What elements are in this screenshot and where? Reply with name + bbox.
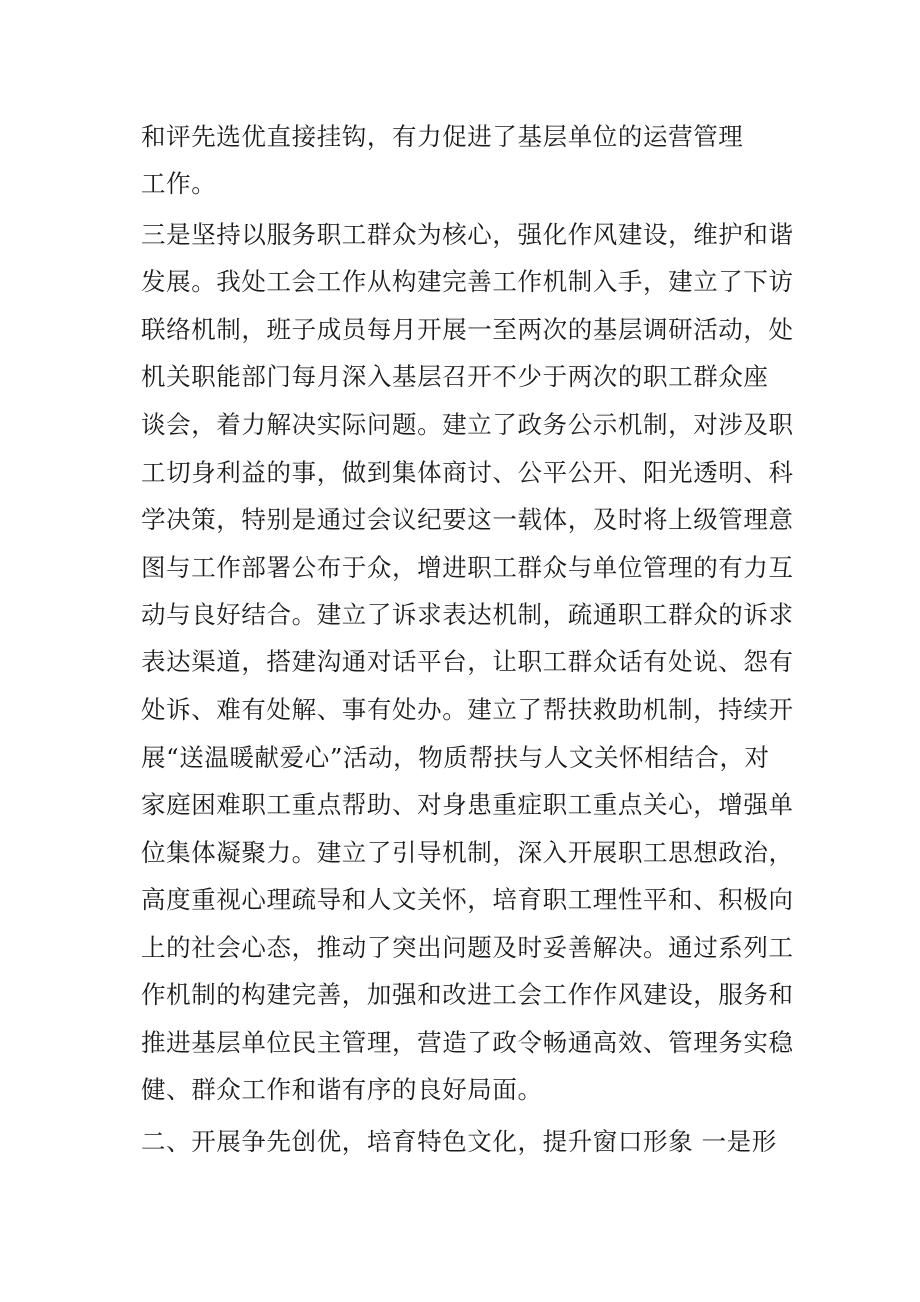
text-line-2: 工作。: [141, 169, 217, 198]
text-line-7: 谈会，着力解决实际问题。建立了政务公示机制，对涉及职: [141, 410, 794, 439]
text-line-12: 表达渠道，搭建沟通对话平台，让职工群众话有处说、怨有: [141, 647, 794, 676]
text-line-6: 机关职能部门每月深入基层召开不少于两次的职工群众座: [141, 362, 769, 391]
text-line-19: 作机制的构建完善，加强和改进工会工作作风建设，服务和: [141, 980, 794, 1009]
text-line-14: 展“送温暖献爱心”活动，物质帮扶与人文关怀相结合，对: [141, 743, 770, 772]
text-line-18: 上的社会心态，推动了突出问题及时妥善解决。通过系列工: [141, 933, 794, 962]
text-line-17: 高度重视心理疏导和人文关怀，培育职工理性平和、积极向: [141, 885, 794, 914]
text-line-22: 二、开展争先创优，培育特色文化，提升窗口形象 一是形: [141, 1127, 777, 1156]
text-line-9: 学决策，特别是通过会议纪要这一载体，及时将上级管理意: [141, 505, 794, 534]
text-line-1: 和评先选优直接挂钩，有力促进了基层单位的运营管理: [141, 122, 744, 151]
text-line-8: 工切身利益的事，做到集体商讨、公平公开、阳光透明、科: [141, 458, 794, 487]
text-line-20: 推进基层单位民主管理，营造了政令畅通高效、管理务实稳: [141, 1028, 794, 1057]
text-line-21: 健、群众工作和谐有序的良好局面。: [141, 1075, 543, 1104]
text-line-15: 家庭困难职工重点帮助、对身患重症职工重点关心，增强单: [141, 790, 794, 819]
text-line-10: 图与工作部署公布于众，增进职工群众与单位管理的有力互: [141, 553, 794, 582]
text-line-16: 位集体凝聚力。建立了引导机制，深入开展职工思想政治，: [141, 838, 794, 867]
text-line-13: 处诉、难有处解、事有处办。建立了帮扶救助机制，持续开: [141, 695, 794, 724]
text-line-5: 联络机制，班子成员每月开展一至两次的基层调研活动，处: [141, 315, 794, 344]
text-line-11: 动与良好结合。建立了诉求表达机制，疏通职工群众的诉求: [141, 600, 794, 629]
text-line-3: 三是坚持以服务职工群众为核心，强化作风建设，维护和谐: [141, 220, 794, 249]
text-line-4: 发展。我处工会工作从构建完善工作机制入手，建立了下访: [141, 267, 794, 296]
